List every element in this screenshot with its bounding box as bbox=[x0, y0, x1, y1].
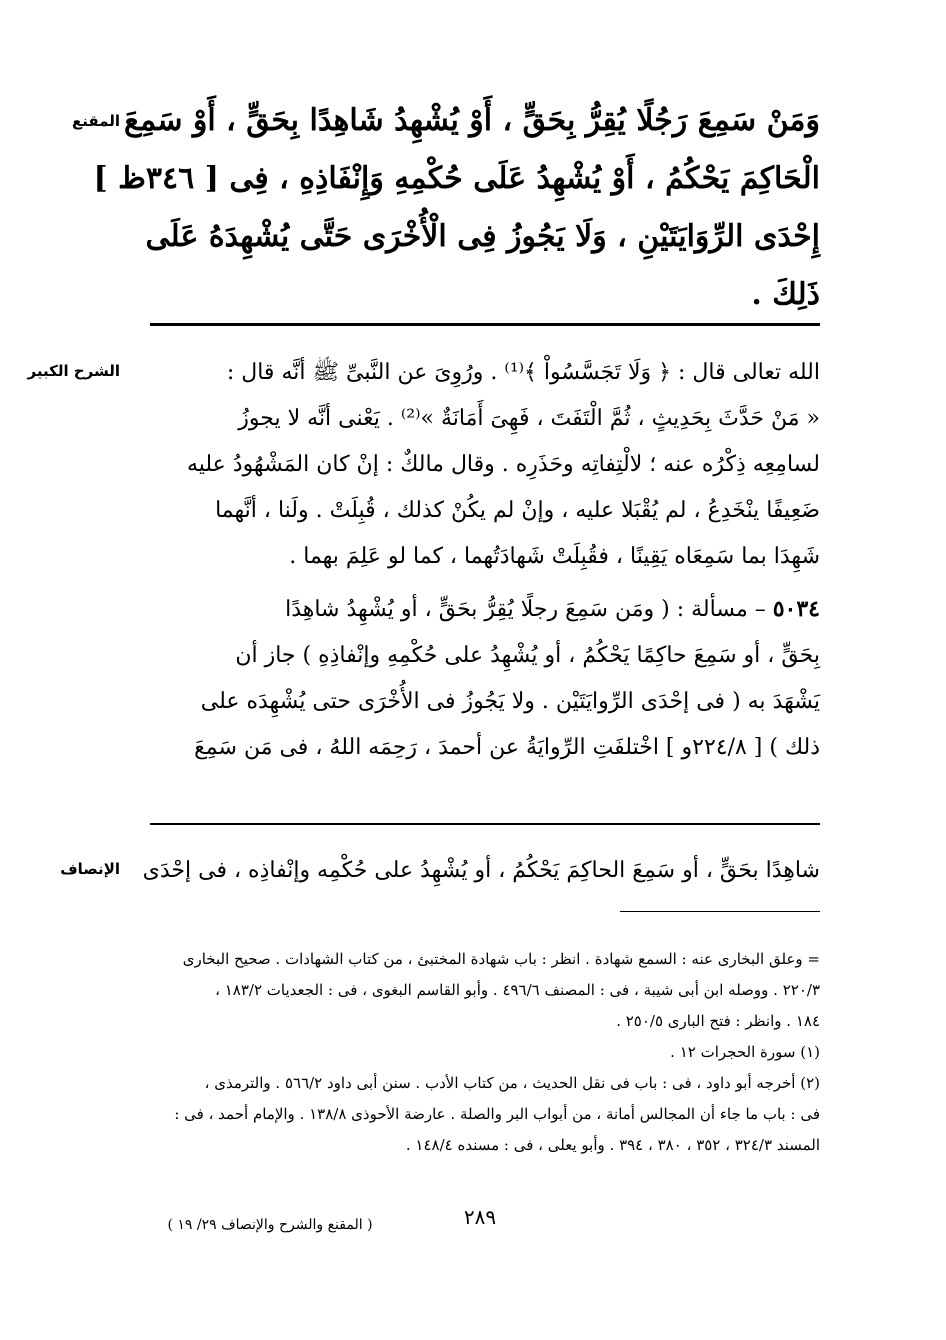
sharh-line: لسامِعِه ذِكْرُه عنه ؛ لالْتِفاتِه وحَذَرِه . وقال مالكٌ : إنْ كان المَشْهُودُ عليه bbox=[186, 452, 820, 477]
masala-number: ٥٠٣٤ bbox=[772, 596, 820, 622]
section-divider bbox=[150, 323, 820, 326]
insaf-text bbox=[142, 848, 820, 894]
footnote-line: المسند ٣٢٤/٣ ، ٣٥٢ ، ٣٨٠ ، ٣٩٤ . وأبو يعلى ، فى : مسنده ١٤٨/٤ . bbox=[405, 1136, 820, 1154]
sharh-line: شَهِدَا بما سَمِعَاه يَقِينًا ، فقُبِلَتْ شَهادَتُهما ، كما لو عَلِمَ بهما . bbox=[289, 544, 820, 569]
sharh-line: الله تعالى قال : ﴿ وَلَا تَجَسَّسُواْ ﴾⁽¹⁾ . ورُوِىَ عن النَّبىِّ ﷺ أنَّه قال : bbox=[226, 360, 820, 385]
footnote-line: = وعلق البخارى عنه : السمع شهادة . انظر : باب شهادة المختبئ ، من كتاب الشهادات . صحيح البخارى bbox=[182, 950, 820, 968]
label-muqni: المقنع bbox=[72, 112, 120, 130]
sharh-line: ضَعِيفًا ينْخَدِعُ ، لم يُقْبَلا عليه ، وإنْ لم يكُنْ كذلك ، قُبِلَتْ . ولَنا ، أنَّهما bbox=[215, 498, 820, 523]
page-number: ٢٨٩ bbox=[463, 1205, 497, 1229]
section-divider bbox=[150, 823, 820, 825]
sharh-line: بِحَقٍّ ، أو سَمِعَ حاكِمًا يَحْكُمُ ، أو يُشْهِدُ على حُكْمِهِ وإنْفاذِهِ ) جاز أن bbox=[235, 643, 820, 668]
sharh-line: « مَنْ حَدَّثَ بِحَدِيثٍ ، ثُمَّ الْتَفَتَ ، فَهِىَ أَمَانَةٌ »⁽²⁾ . يَعْنى أنَّه لا يجوزُ bbox=[238, 406, 820, 431]
running-title: ( المقنع والشرح والإنصاف ٢٩/ ١٩ ) bbox=[167, 1217, 373, 1233]
footnote-line: ٢٢٠/٣ . ووصله ابن أبى شيبة ، فى : المصنف ٤٩٦/٦ . وأبو القاسم البغوى ، فى : الجعديات ١٨٣/٢ ، bbox=[215, 981, 820, 999]
muqni-line: إِحْدَى الرِّوَايَتَيْنِ ، وَلَا يَجُوزُ فِى الْأُخْرَى حَتَّى يُشْهِدَهُ عَلَى bbox=[145, 219, 820, 254]
sharh-text bbox=[150, 350, 820, 771]
insaf-line: شاهِدًا بحَقٍّ ، أو سَمِعَ الحاكِمَ يَحْكُمُ ، أو يُشْهِدُ على حُكْمِه وإنْفاذِه ، فى إحْدَى bbox=[142, 858, 820, 883]
footnote-line: فى : باب ما جاء أن المجالس أمانة ، من أبواب البر والصلة . عارضة الأحوذى ١٣٨/٨ . والإمام أحمد ، فى : bbox=[174, 1105, 820, 1123]
footnote-line: (٢) أخرجه أبو داود ، فى : باب فى نقل الحديث ، من كتاب الأدب . سنن أبى داود ٥٦٦/٢ . والترمذى ، bbox=[204, 1074, 820, 1092]
sharh-line: ذلك ) [ ٢٢٤/٨و ] اخْتلفَتِ الرِّوايَةُ عن أحمدَ ، رَحِمَه اللهُ ، فى مَن سَمِعَ bbox=[194, 735, 820, 760]
footnote-divider bbox=[620, 911, 820, 912]
masala-heading: – مسألة : ( ومَن سَمِعَ رجلًا يُقِرُّ بحَقٍّ ، أو يُشْهِدُ شاهِدًا bbox=[285, 597, 766, 622]
footnotes bbox=[150, 944, 820, 1161]
muqni-line: وَمَنْ سَمِعَ رَجُلًا يُقِرُّ بِحَقٍّ ، أَوْ يُشْهِدُ شَاهِدًا بِحَقٍّ ، أَوْ سَمِعَ bbox=[124, 103, 820, 138]
footnote-line: (١) سورة الحجرات ١٢ . bbox=[670, 1043, 820, 1061]
label-sharh: الشرح الكبير bbox=[27, 362, 120, 380]
muqni-line: الْحَاكِمَ يَحْكُمُ ، أَوْ يُشْهِدُ عَلَى حُكْمِهِ وَإِنْفَاذِهِ ، فِى [ ٣٤٦ظ ] bbox=[93, 161, 820, 196]
label-insaf: الإنصاف bbox=[60, 860, 120, 878]
masala-line bbox=[150, 586, 820, 633]
sharh-line: يَشْهَدَ به ( فى إحْدَى الرِّوايَتَيْن . ولا يَجُوزُ فى الأُخْرَى حتى يُشْهِدَه على bbox=[200, 689, 820, 714]
footnote-line: ١٨٤ . وانظر : فتح البارى ٢٥٠/٥ . bbox=[616, 1012, 820, 1030]
muqni-line: ذَلِكَ . bbox=[751, 277, 820, 312]
